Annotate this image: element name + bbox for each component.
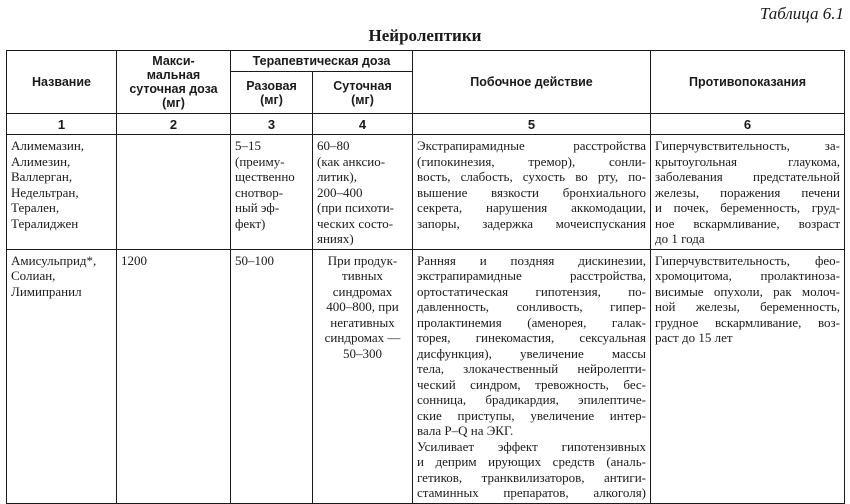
text-line: торея, гинекомастия, сексуальная: [417, 330, 647, 345]
column-number: 5: [413, 114, 651, 135]
text-line: Солиан,: [11, 268, 56, 283]
cell-single-dose: [231, 135, 313, 250]
column-number: 3: [231, 114, 313, 135]
cell-max-dose: [117, 249, 231, 503]
cell-name: [7, 249, 117, 503]
header-max-dose-line: суточная доза: [129, 82, 218, 96]
cell-name: [7, 135, 117, 250]
table-row: [7, 135, 845, 250]
header-therapeutic-dose: Терапевтическая доза: [231, 51, 413, 72]
text-line: Валлерган,: [11, 169, 73, 184]
header-side-effects: Побочное действие: [413, 51, 651, 114]
text-line: давленность, сонливость, гипер-: [417, 299, 647, 314]
cell-side-effects: [413, 135, 651, 250]
text-line: ортостатическая гипотензия, по-: [417, 283, 647, 299]
text-line: Гиперчувствительность, за-: [655, 138, 841, 153]
cell-side-effects: [413, 249, 651, 503]
cell-single-dose: [231, 249, 313, 503]
text-line: снотвор-: [235, 184, 284, 200]
text-line: Терален,: [11, 200, 60, 215]
text-line: тела, злокачественный нейролепти-: [417, 361, 647, 376]
text-line: При продук-: [327, 252, 398, 268]
text-line: и деприм ирующих средств (аналь-: [417, 454, 647, 469]
text-line: дисфункция), увеличение массы: [417, 345, 647, 361]
table-row: [7, 249, 845, 503]
text-line: хромоцитома, пролактинозa-: [655, 268, 841, 283]
table-number-label: Таблица 6.1: [759, 4, 844, 23]
text-line: висимые опухоли, рак молоч-: [655, 283, 841, 299]
text-line: Алимезин,: [11, 153, 71, 169]
header-max-dose-line: Макси-: [152, 54, 195, 68]
neuroleptics-table: [6, 50, 845, 504]
text-line: запоры, задержка мочеиспускания: [417, 215, 647, 231]
text-line: вость, слабость, сухость во рту, по-: [417, 169, 647, 184]
table-title: Нейролептики: [368, 26, 482, 45]
text-line: 1200: [121, 252, 147, 268]
text-line: грудное вскармливание, воз-: [655, 314, 841, 330]
text-line: раст до 15 лет: [655, 330, 733, 345]
cell-contraindications: [651, 249, 845, 503]
text-line: экстрапирамидные расстройства,: [417, 268, 647, 283]
header-single-dose: [231, 72, 313, 114]
header-single-dose-line: (мг): [260, 92, 283, 107]
text-line: 50–100: [235, 252, 274, 268]
text-line: заболевания предстательной: [655, 169, 841, 184]
column-number: 1: [7, 114, 117, 135]
text-line: 200–400: [317, 184, 363, 200]
text-line: Лимипранил: [11, 283, 82, 299]
column-number-row: [7, 114, 845, 135]
text-line: Алимемазин,: [11, 138, 85, 153]
header-daily-dose-line: (мг): [351, 92, 374, 107]
text-line: секрета, нарушения аккомодации,: [417, 200, 647, 215]
text-line: крытоугольная глаукома,: [655, 153, 841, 169]
cell-contraindications: [651, 135, 845, 250]
text-line: 60–80: [317, 138, 350, 153]
text-line: негативных: [330, 314, 395, 330]
text-line: ческих состо-: [317, 215, 394, 231]
text-line: синдромах: [332, 283, 393, 299]
cell-daily-dose: [313, 135, 413, 250]
column-number: 4: [313, 114, 413, 135]
text-line: яниях): [317, 231, 354, 246]
text-line: Усиливает эффект гипотензивных: [417, 438, 647, 454]
text-line: (гипокинезия, тремор), сонли-: [417, 153, 647, 169]
text-line: литик),: [317, 169, 357, 184]
text-line: 5–15: [235, 138, 261, 153]
text-line: (преиму-: [235, 153, 285, 169]
column-number: 2: [117, 114, 231, 135]
text-line: вышение вязкости бронхиального: [417, 184, 647, 200]
text-line: вала P–Q на ЭКГ.: [417, 423, 514, 438]
header-daily-dose-line: Суточная: [333, 78, 392, 93]
text-line: сонница, брадикардия, эпилептиче-: [417, 392, 647, 407]
header-single-dose-line: Разовая: [246, 78, 297, 93]
header-contraindications: Противопоказания: [651, 51, 845, 114]
text-line: фект): [235, 215, 266, 231]
text-line: ческий синдром, тревожность, бес-: [417, 376, 647, 392]
text-line: 50–300: [343, 345, 382, 361]
text-line: тивных: [342, 268, 383, 283]
text-line: Ранняя и поздняя дискинезии,: [417, 252, 647, 268]
text-line: синдромах —: [324, 330, 401, 345]
cell-max-dose: [117, 135, 231, 250]
text-line: щественно: [235, 169, 295, 184]
text-line: Тералиджен: [11, 215, 79, 231]
text-line: железы, поражения печени: [655, 184, 841, 200]
text-line: [121, 138, 226, 154]
text-line: ный эф-: [235, 200, 280, 215]
text-line: пролактинемия (аменорея, галак-: [417, 314, 647, 330]
text-line: 400–800, при: [326, 299, 399, 314]
header-daily-dose: [313, 72, 413, 114]
text-line: (как анксио-: [317, 153, 386, 169]
text-line: ские приступы, увеличение интер-: [417, 407, 647, 423]
text-line: ное вскармливание, возраст: [655, 215, 841, 231]
text-line: гетиков, транквилизаторов, антиги-: [417, 469, 647, 485]
text-line: до 1 года: [655, 231, 705, 246]
text-line: (при психоти-: [317, 200, 394, 215]
text-line: Амисульприд*,: [11, 252, 97, 268]
text-line: Гиперчувствительность, фео-: [655, 252, 841, 268]
cell-daily-dose: [313, 249, 413, 503]
column-number: 6: [651, 114, 845, 135]
text-line: Недельтран,: [11, 184, 79, 200]
header-max-dose-line: мальная: [146, 68, 201, 82]
text-line: и почек, беременность, груд-: [655, 200, 841, 215]
header-max-dose-line: (мг): [162, 96, 185, 110]
text-line: стаминных препаратов, алкоголя): [417, 485, 647, 500]
header-max-dose: [117, 51, 231, 114]
text-line: Экстрапирамидные расстройства: [417, 138, 647, 153]
header-name: Название: [7, 51, 117, 114]
text-line: ной железы, беременность,: [655, 299, 841, 314]
